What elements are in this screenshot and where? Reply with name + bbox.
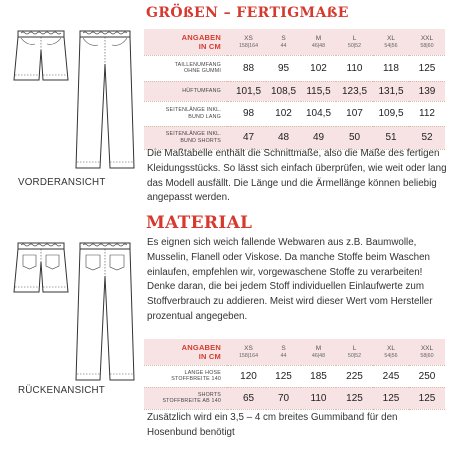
size-col-s: S 44 [266,339,301,365]
cell-value: 225 [336,365,373,387]
cell-value: 185 [301,365,336,387]
cell-value: 245 [373,365,409,387]
table-row [144,365,445,387]
cell-value: 139 [409,81,445,101]
cell-value: 50 [336,126,373,149]
cell-value: 51 [373,126,409,149]
cell-value: 52 [409,126,445,149]
row-label: TAILLENUMFANG OHNE GUMMI [144,55,227,81]
front-view-label: VORDERANSICHT [18,177,106,188]
table-row [144,126,445,149]
shorts-front-drawing [12,28,70,83]
row-label: HÜFTUMFANG [144,81,227,101]
size-col-l: L 50|52 [336,29,373,55]
cell-value: 101,5 [231,81,266,101]
cell-value: 108,5 [266,81,301,101]
cell-value: 110 [336,55,373,81]
trousers-back-drawing [74,240,136,385]
cell-value: 125 [409,387,445,409]
cell-value: 65 [231,387,266,409]
cell-value: 115,5 [301,81,336,101]
size-col-m: M 46|48 [301,339,336,365]
size-col-xs: XS 158|164 [231,29,266,55]
size-table [144,29,445,150]
cell-value: 48 [266,126,301,149]
row-label: SHORTS STOFFBREITE AB 140 [144,387,227,409]
material-description: Es eignen sich weich fallende Webwaren aus z.B. Baumwolle, Musselin, Flanell oder Viskose. Da manche Stoffe beim Waschen einlaufen, empfehlen wir, vorgewaschene Stoffe zu verarbeiten! Denke daran, die bei jedem Stoff individuellen Einlaufwerte zum Stoffverbrauch zu addieren. Meist wird dieser Wert vom Hersteller prozentual angegeben. [147,237,433,322]
cell-value: 125 [266,365,301,387]
cell-value: 125 [336,387,373,409]
size-col-xs: XS 158|164 [231,339,266,365]
cell-value: 120 [231,365,266,387]
elastic-note: Zusätzlich wird ein 3,5 – 4 cm breites Gummiband für den Hosenbund benötigt [147,412,398,438]
section-title-material: MATERIAL [146,213,253,233]
size-col-xl: XL 54|56 [373,29,409,55]
size-col-xl: XL 54|56 [373,339,409,365]
cell-value: 110 [301,387,336,409]
shorts-back-drawing [12,240,70,295]
cell-value: 112 [409,101,445,126]
cell-value: 250 [409,365,445,387]
fabric-table-header [144,339,445,365]
size-table-description: Die Maßtabelle enthält die Schnittmaße, also die Maße des fertigen Kleidungsstücks. So lässt sich einfach überprüfen, wie weit oder lang das Modell ausfällt. Die Länge und die Ärmellänge können beliebig angepasst werden. [147,148,447,204]
row-label: SEITENLÄNGE INKL. BUND LANG [144,101,227,126]
size-col-xxl: XXL 58|60 [409,339,445,365]
row-label: SEITENLÄNGE INKL. BUND SHORTS [144,126,227,149]
size-col-xxl: XXL 58|60 [409,29,445,55]
back-view-label: RÜCKENANSICHT [18,385,105,396]
size-table-header [144,29,445,55]
cell-value: 70 [266,387,301,409]
table-row [144,81,445,101]
cell-value: 102 [301,55,336,81]
cell-value: 47 [231,126,266,149]
fabric-table [144,339,445,410]
table-row [144,101,445,126]
cell-value: 125 [409,55,445,81]
cell-value: 95 [266,55,301,81]
size-col-l: L 50|52 [336,339,373,365]
cell-value: 109,5 [373,101,409,126]
cell-value: 104,5 [301,101,336,126]
cell-value: 123,5 [336,81,373,101]
section-title-sizes: GRÖßEN – FERTIGMAßE [146,5,349,21]
cell-value: 102 [266,101,301,126]
table-row [144,387,445,409]
cell-value: 98 [231,101,266,126]
header-label: ANGABEN IN CM [144,339,227,365]
cell-value: 88 [231,55,266,81]
cell-value: 49 [301,126,336,149]
cell-value: 118 [373,55,409,81]
row-label: LANGE HOSE STOFFBREITE 140 [144,365,227,387]
cell-value: 131,5 [373,81,409,101]
size-col-m: M 46|48 [301,29,336,55]
trousers-front-drawing [74,28,136,173]
table-row [144,55,445,81]
cell-value: 107 [336,101,373,126]
size-col-s: S 44 [266,29,301,55]
cell-value: 125 [373,387,409,409]
header-label: ANGABEN IN CM [144,29,227,55]
